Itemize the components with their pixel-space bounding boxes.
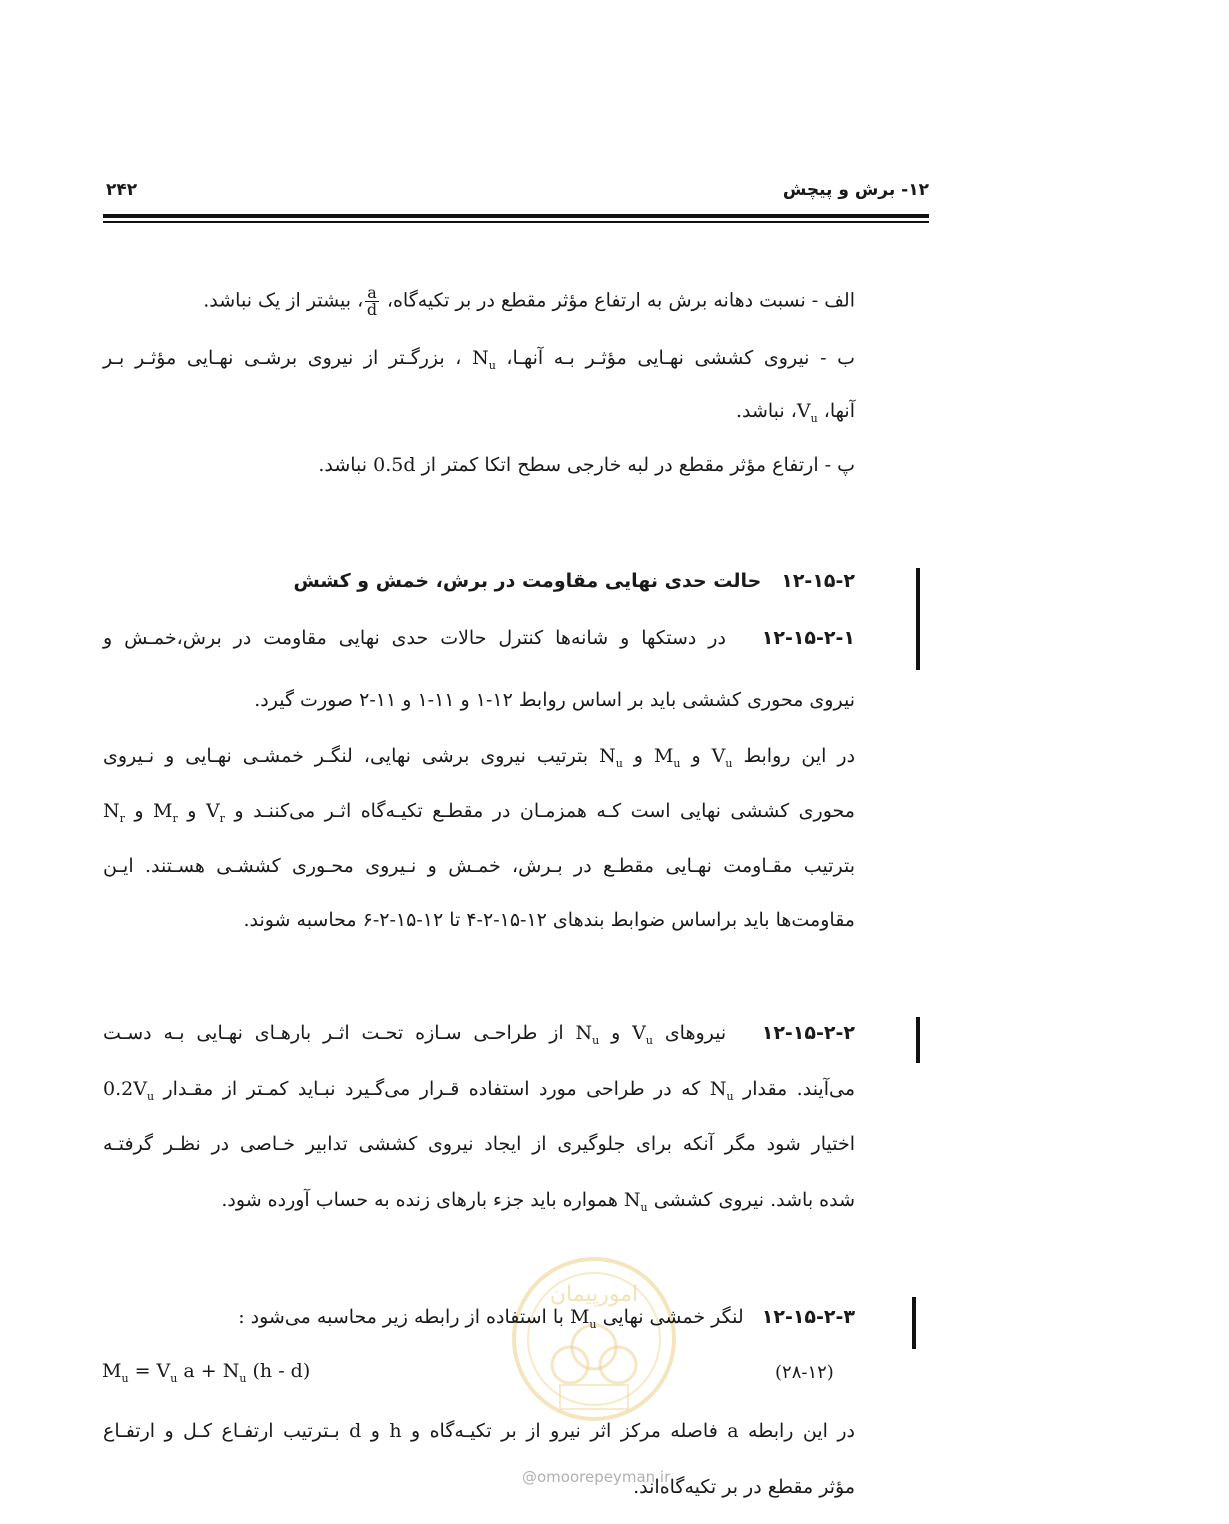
list-item-a: الف - نسبت دهانه برش به ارتفاع مؤثر مقطع در بر تکیه‌گاه، $\frac{a}{d}$ ، بیشتر از یک نباشد.	[203, 283, 855, 319]
clause-number: ۱۲-۱۵-۲-۳	[761, 1306, 855, 1328]
page-number: ۲۴۲	[106, 180, 138, 200]
chapter-title: ۱۲- برش و پیچش	[782, 180, 929, 200]
clause-number: ۱۲-۱۵-۲-۱	[761, 627, 855, 649]
watermark-url: @omoorepeyman.ir	[522, 1468, 671, 1486]
header-rule-thin	[103, 221, 929, 223]
para1-line6: مقاومت‌ها باید براساس ضوابط بندهای ۱۲-۱۵-۲-۴ تا ۱۲-۱۵-۲-۶ محاسبه شوند.	[243, 909, 855, 931]
para3-line1: ۱۲-۱۵-۲-۳ لنگر خمشی نهایی $M_u$ با استفاده از رابطه زیر محاسبه می‌شود :	[238, 1306, 855, 1331]
para1-line4: محوری کششی نهایی است کـه همزمـان در مقطـع تکیـه‌گاه اثـر می‌کننـد و $V_r$ و $M_r$ و $N_r$	[103, 800, 855, 825]
list-item-b-line2: آنها، $V_u،$ نباشد.	[735, 400, 855, 425]
para1-line1: ۱۲-۱۵-۲-۱ در دستکها و شانه‌ها کنترل حالات حدی نهایی مقاومت در برش،خمـش و	[103, 627, 855, 649]
para1-line3: در این روابط $V_u$ و $M_u$ و $N_u$ بترتیب نیروی برشی نهایی، لنگـر خمشـی نهـایی و نـیروی	[103, 745, 856, 770]
watermark-logo	[510, 1255, 678, 1423]
section-heading	[293, 568, 855, 594]
para2-line1: ۱۲-۱۵-۲-۲ نیروهای $V_u$ و $N_u$ از طراحـی سـازه تحـت اثـر بارهـای نهـایی بـه دسـت	[103, 1022, 855, 1047]
change-bar-2	[916, 1017, 920, 1063]
header-rule-thick	[103, 214, 929, 218]
fraction-a-over-d: $\frac{a}{d}$	[366, 283, 378, 319]
para1-line5: بترتیب مقـاومت نهـایی مقطـع در بـرش، خمـش و نـیروی محـوری کششـی هسـتند. ایـن	[103, 855, 855, 877]
svg-text:امورپیمان: امورپیمان	[549, 1282, 639, 1307]
change-bar-3	[912, 1297, 916, 1349]
section-number: ۱۲-۱۵-۲	[781, 570, 855, 592]
para2-line3: اختیار شود مگر آنکه برای جلوگیری از ایجاد نیروی کششی تدابیر خـاصی در نظـر گرفتـه	[103, 1133, 855, 1155]
para3-line2: در این رابطه a فاصله مرکز اثر نیرو از بر تکیـه‌گاه و h و d بـترتیب ارتفـاع کـل و ارتفـاع	[103, 1420, 855, 1442]
list-item-b-line1: ب - نیروی کششی نهـایی مؤثـر بـه آنهـا، $N_u$ ، بزرگـتر از نیروی برشـی نهـایی مؤثـر بـر	[103, 347, 855, 372]
list-item-c: پ - ارتفاع مؤثر مقطع در لبه خارجی سطح اتکا کمتر از 0.5d نباشد.	[318, 454, 855, 476]
para2-line2: می‌آیند. مقدار $N_u$ که در طراحی مورد استفاده قـرار می‌گـیرد نبـاید کمـتر از مقـدار $0.2V_u$	[103, 1078, 856, 1103]
equation-number: (۲۸-۱۲)	[775, 1362, 834, 1383]
para1-line2: نیروی محوری کششی باید بر اساس روابط ۱۲-۱ و ۱۱-۱ و ۱۱-۲ صورت گیرد.	[254, 689, 855, 711]
clause-number: ۱۲-۱۵-۲-۲	[761, 1022, 855, 1044]
section-title: حالت حدی نهایی مقاومت در برش، خمش و کشش	[293, 570, 762, 592]
equation-28-12: $M_u = V_u$ $a + N_u$ (h - d)	[102, 1360, 311, 1385]
para2-line4: شده باشد. نیروی کششی $N_u$ همواره باید جزء بارهای زنده به حساب آورده شود.	[221, 1189, 855, 1214]
para3-line3: مؤثر مقطع در بر تکیه‌گاه‌اند.	[633, 1476, 855, 1498]
change-bar-1	[916, 568, 920, 670]
